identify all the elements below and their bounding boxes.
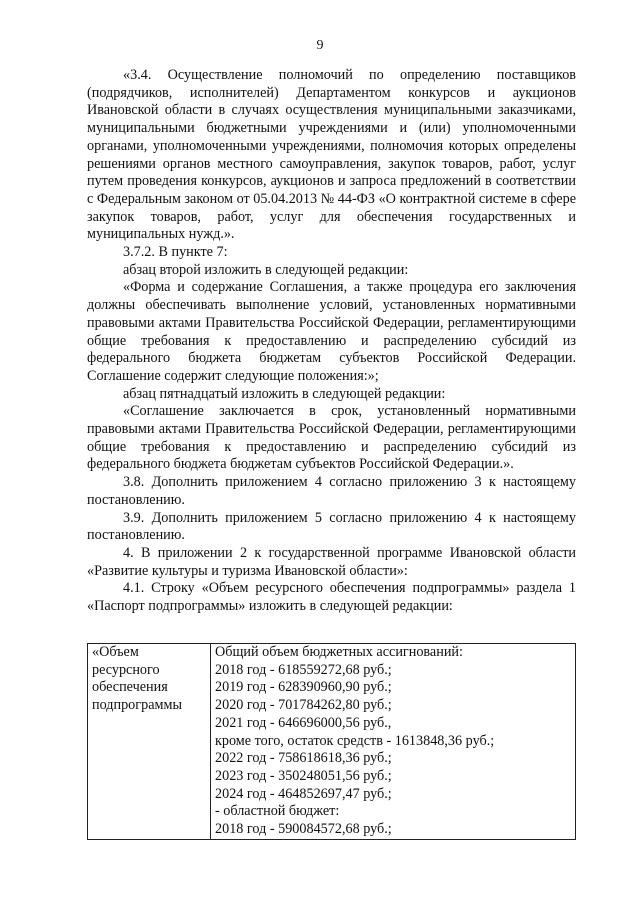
value-line: 2024 год - 464852697,47 руб.; [215,785,392,802]
resource-table [87,643,576,840]
page-number: 9 [316,38,324,53]
paragraph-4-1: 4.1. Строку «Объем ресурсного обеспечения подпрограммы» раздела 1 «Паспорт подпрограммы» изложить в следующей редакции: [87,580,576,615]
value-line: Общий объем бюджетных ассигнований: [215,644,463,660]
value-line: 2022 год - 758618618,36 руб.; [215,750,392,767]
document-body [87,67,576,616]
value-line: - областной бюджет: [215,803,340,820]
paragraph-3-4: «3.4. Осуществление полномочий по определению поставщиков (подрядчиков, исполнителей) Департаментом конкурсов и аукционов Ивановской области в случаях осуществления муниципальными заказчиками, муниципальными бюджетными учреждениями и (или) уполномоченными органами, уполномоченными учреждениями, полномочия которых определены решениями органов местного самоуправления, закупок товаров, работ, услуг путем проведения конкурсов, аукционов и запроса предложений в соответствии с Федеральным законом от 05.04.2013 № 44-ФЗ «О контрактной системе в сфере закупок товаров, работ, услуг для обеспечения государственных и муниципальных нужд.». [87,67,576,243]
paragraph-agreement-form: «Форма и содержание Соглашения, а также процедура его заключения должны обеспечивать выполнение условий, установленных нормативными правовыми актами Правительства Российской Федерации, регламентирующими общие требования к предоставлению и распределению субсидий из федерального бюджета бюджетам субъектов Российской Федерации. Соглашение содержит следующие положения:»; [87,279,576,384]
paragraph-3-9: 3.9. Дополнить приложением 5 согласно приложению 4 к настоящему постановлению. [87,509,576,544]
value-line: 2018 год - 618559272,68 руб.; [215,661,392,678]
paragraph-agreement-term: «Соглашение заключается в срок, установленный нормативными правовыми актами Правительства Российской Федерации, регламентирующими общие требования к предоставлению и распределению субсидий из федерального бюджета бюджетам субъектов Российской Федерации.». [87,403,576,473]
value-line: 2020 год - 701784262,80 руб.; [215,697,392,714]
table-cell-label [88,644,211,840]
value-line: 2018 год - 590084572,68 руб.; [215,821,392,838]
paragraph-3-8: 3.8. Дополнить приложением 4 согласно приложению 3 к настоящему постановлению. [87,474,576,508]
value-line: кроме того, остаток средств - 1613848,36 руб.; [215,732,495,749]
label-line: обеспечения [92,679,168,696]
table-row [88,644,576,840]
label-line: «Объем [92,644,139,660]
value-line: 2021 год - 646696000,56 руб., [215,714,392,731]
label-line: подпрограммы [92,697,182,714]
label-line: ресурсного [92,661,160,678]
paragraph-fifteenth-abzac: абзац пятнадцатый изложить в следующей редакции: [123,385,446,402]
paragraph-4: 4. В приложении 2 к государственной программе Ивановской области «Развитие культуры и туризма Ивановской области»: [87,544,576,579]
value-line: 2019 год - 628390960,90 руб.; [215,679,392,696]
paragraph-3-7-2: 3.7.2. В пункте 7: [123,244,228,261]
value-line: 2023 год - 350248051,56 руб.; [215,767,392,784]
table-cell-values [211,644,576,840]
paragraph-second-abzac: абзац второй изложить в следующей редакции: [123,261,409,278]
